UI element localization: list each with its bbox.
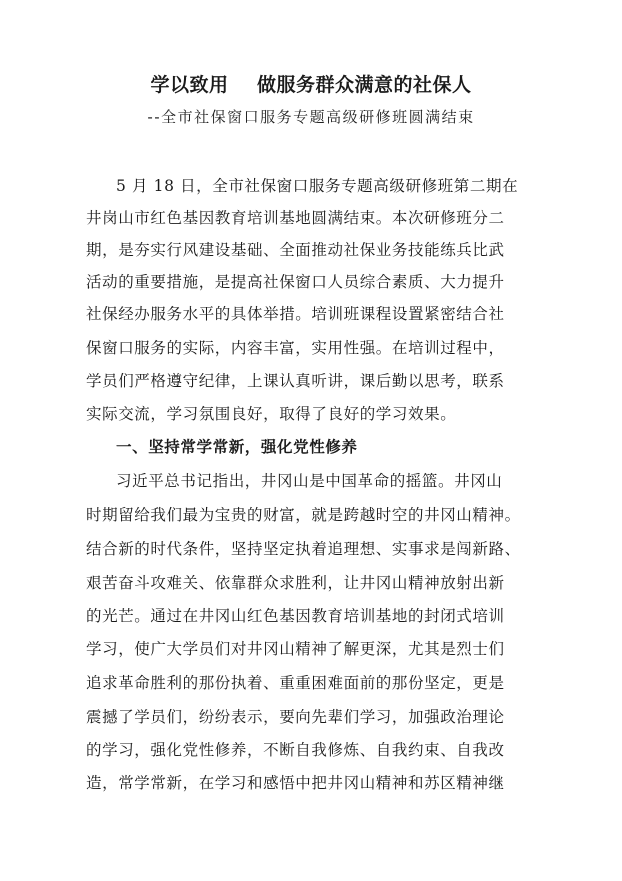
section-heading: 一、坚持常学常新，强化党性修养 [116, 438, 358, 456]
paragraph-line: 活动的重要措施，是提高社保窗口人员综合素质、大力提升 [86, 273, 505, 291]
paragraph-line: 时期留给我们最为宝贵的财富，就是跨越时空的井冈山精神。 [86, 506, 521, 524]
paragraph-line: 学员们严格遵守纪律，上课认真听讲，课后勤以思考，联系 [86, 372, 505, 390]
paragraph-line: 社保经办服务水平的具体举措。培训班课程设置紧密结合社 [86, 305, 505, 323]
paragraph-line: 5 月 18 日，全市社保窗口服务专题高级研修班第二期在 [116, 177, 519, 195]
paragraph-line: 结合新的时代条件，坚持坚定执着追理想、实事求是闯新路、 [86, 540, 521, 558]
paragraph-line: 造，常学常新，在学习和感悟中把井冈山精神和苏区精神继 [86, 774, 505, 792]
document-title: 学以致用 做服务群众满意的社保人 [150, 74, 472, 96]
paragraph-line: 实际交流，学习氛围良好，取得了良好的学习效果。 [86, 405, 457, 423]
paragraph-line: 学习，使广大学员们对井冈山精神了解更深，尤其是烈士们 [86, 640, 505, 658]
paragraph-line: 追求革命胜利的那份执着、重重困难面前的那份坚定，更是 [86, 674, 505, 692]
paragraph-line: 震撼了学员们，纷纷表示，要向先辈们学习，加强政治理论 [86, 708, 505, 726]
paragraph-line: 的学习，强化党性修养，不断自我修炼、自我约束、自我改 [86, 741, 505, 759]
paragraph-line: 的光芒。通过在井冈山红色基因教育培训基地的封闭式培训 [86, 607, 505, 625]
document-subtitle: --全市社保窗口服务专题高级研修班圆满结束 [147, 108, 475, 126]
paragraph-line: 保窗口服务的实际，内容丰富，实用性强。在培训过程中， [86, 339, 505, 357]
paragraph-line: 期，是夯实行风建设基础、全面推动社保业务技能练兵比武 [86, 241, 505, 259]
paragraph-line: 艰苦奋斗攻难关、依靠群众求胜利，让井冈山精神放射出新 [86, 574, 505, 592]
paragraph-line: 井岗山市红色基因教育培训基地圆满结束。本次研修班分二 [86, 209, 505, 227]
paragraph-line: 习近平总书记指出，井冈山是中国革命的摇篮。井冈山 [116, 472, 503, 490]
